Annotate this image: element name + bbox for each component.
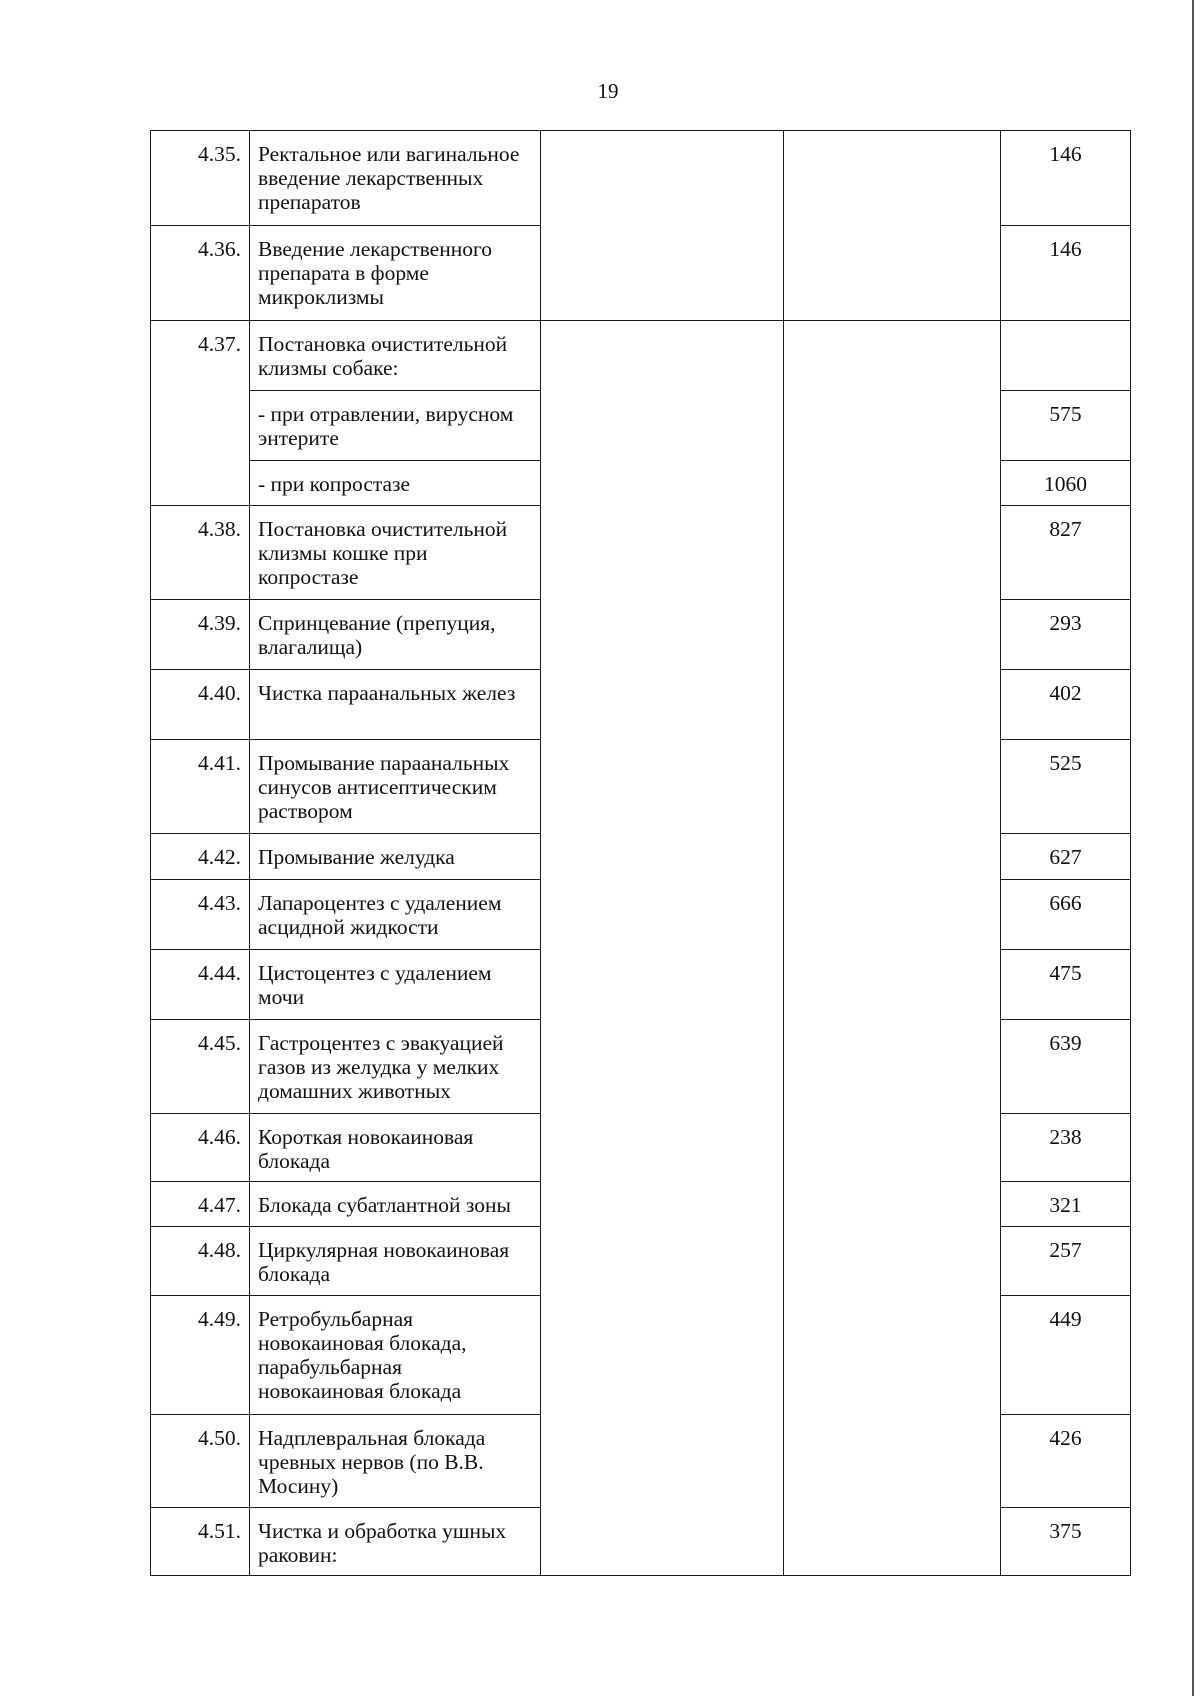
service-name: Цистоцентез с удалением мочи [250, 950, 541, 1020]
row-number: 4.47. [151, 1182, 250, 1227]
service-price: 238 [1001, 1114, 1131, 1182]
row-number: 4.44. [151, 950, 250, 1020]
service-name: Постановка очистительной клизмы собаке: [250, 321, 541, 391]
row-number: 4.45. [151, 1020, 250, 1114]
service-price: 257 [1001, 1227, 1131, 1296]
service-name: Циркулярная новокаиновая блокада [250, 1227, 541, 1296]
row-number: 4.49. [151, 1296, 250, 1415]
row-number: 4.48. [151, 1227, 250, 1296]
service-price: 827 [1001, 506, 1131, 600]
service-price: 146 [1001, 226, 1131, 321]
service-name: Постановка очистительной клизмы кошке при копростазе [250, 506, 541, 600]
empty-cell [541, 131, 784, 321]
service-price: 321 [1001, 1182, 1131, 1227]
service-name: Введение лекарственного препарата в форме микроклизмы [250, 226, 541, 321]
service-price: 475 [1001, 950, 1131, 1020]
service-price: 575 [1001, 391, 1131, 461]
table-row [151, 131, 1131, 226]
scan-edge [1192, 0, 1194, 1696]
service-price: 426 [1001, 1415, 1131, 1508]
row-number: 4.42. [151, 834, 250, 880]
row-number: 4.41. [151, 740, 250, 834]
service-price: 293 [1001, 600, 1131, 670]
price-table [150, 130, 1131, 1576]
row-number: 4.39. [151, 600, 250, 670]
empty-cell [784, 131, 1001, 321]
service-name: Лапароцентез с удалением асцидной жидкости [250, 880, 541, 950]
row-number: 4.46. [151, 1114, 250, 1182]
service-name: Чистка и обработка ушных раковин: [250, 1508, 541, 1576]
row-number: 4.36. [151, 226, 250, 321]
service-name: Гастроцентез с эвакуацией газов из желудка у мелких домашних животных [250, 1020, 541, 1114]
empty-cell [541, 321, 784, 1576]
service-name: Блокада субатлантной зоны [250, 1182, 541, 1227]
row-number: 4.43. [151, 880, 250, 950]
service-name: Промывание параанальных синусов антисептическим раствором [250, 740, 541, 834]
service-subitem-name: - при копростазе [250, 461, 541, 506]
service-name: Ретробульбарная новокаиновая блокада, парабульбарная новокаиновая блокада [250, 1296, 541, 1415]
service-price: 666 [1001, 880, 1131, 950]
service-price: 525 [1001, 740, 1131, 834]
service-price: 639 [1001, 1020, 1131, 1114]
empty-cell [784, 321, 1001, 1576]
service-price: 375 [1001, 1508, 1131, 1576]
row-number: 4.50. [151, 1415, 250, 1508]
service-name: Спринцевание (препуция, влагалища) [250, 600, 541, 670]
service-price: 1060 [1001, 461, 1131, 506]
table-row [151, 321, 1131, 391]
service-price [1001, 321, 1131, 391]
service-price: 627 [1001, 834, 1131, 880]
service-price: 402 [1001, 670, 1131, 740]
row-number: 4.35. [151, 131, 250, 226]
service-name: Ректальное или вагинальное введение лекарственных препаратов [250, 131, 541, 226]
row-number: 4.38. [151, 506, 250, 600]
row-number: 4.40. [151, 670, 250, 740]
service-name: Промывание желудка [250, 834, 541, 880]
service-name: Надплевральная блокада чревных нервов (по В.В. Мосину) [250, 1415, 541, 1508]
row-number: 4.51. [151, 1508, 250, 1576]
service-name: Чистка параанальных желез [250, 670, 541, 740]
page-number: 19 [597, 79, 619, 103]
service-price: 146 [1001, 131, 1131, 226]
service-price: 449 [1001, 1296, 1131, 1415]
service-subitem-name: - при отравлении, вирусном энтерите [250, 391, 541, 461]
service-name: Короткая новокаиновая блокада [250, 1114, 541, 1182]
row-number: 4.37. [151, 321, 250, 506]
